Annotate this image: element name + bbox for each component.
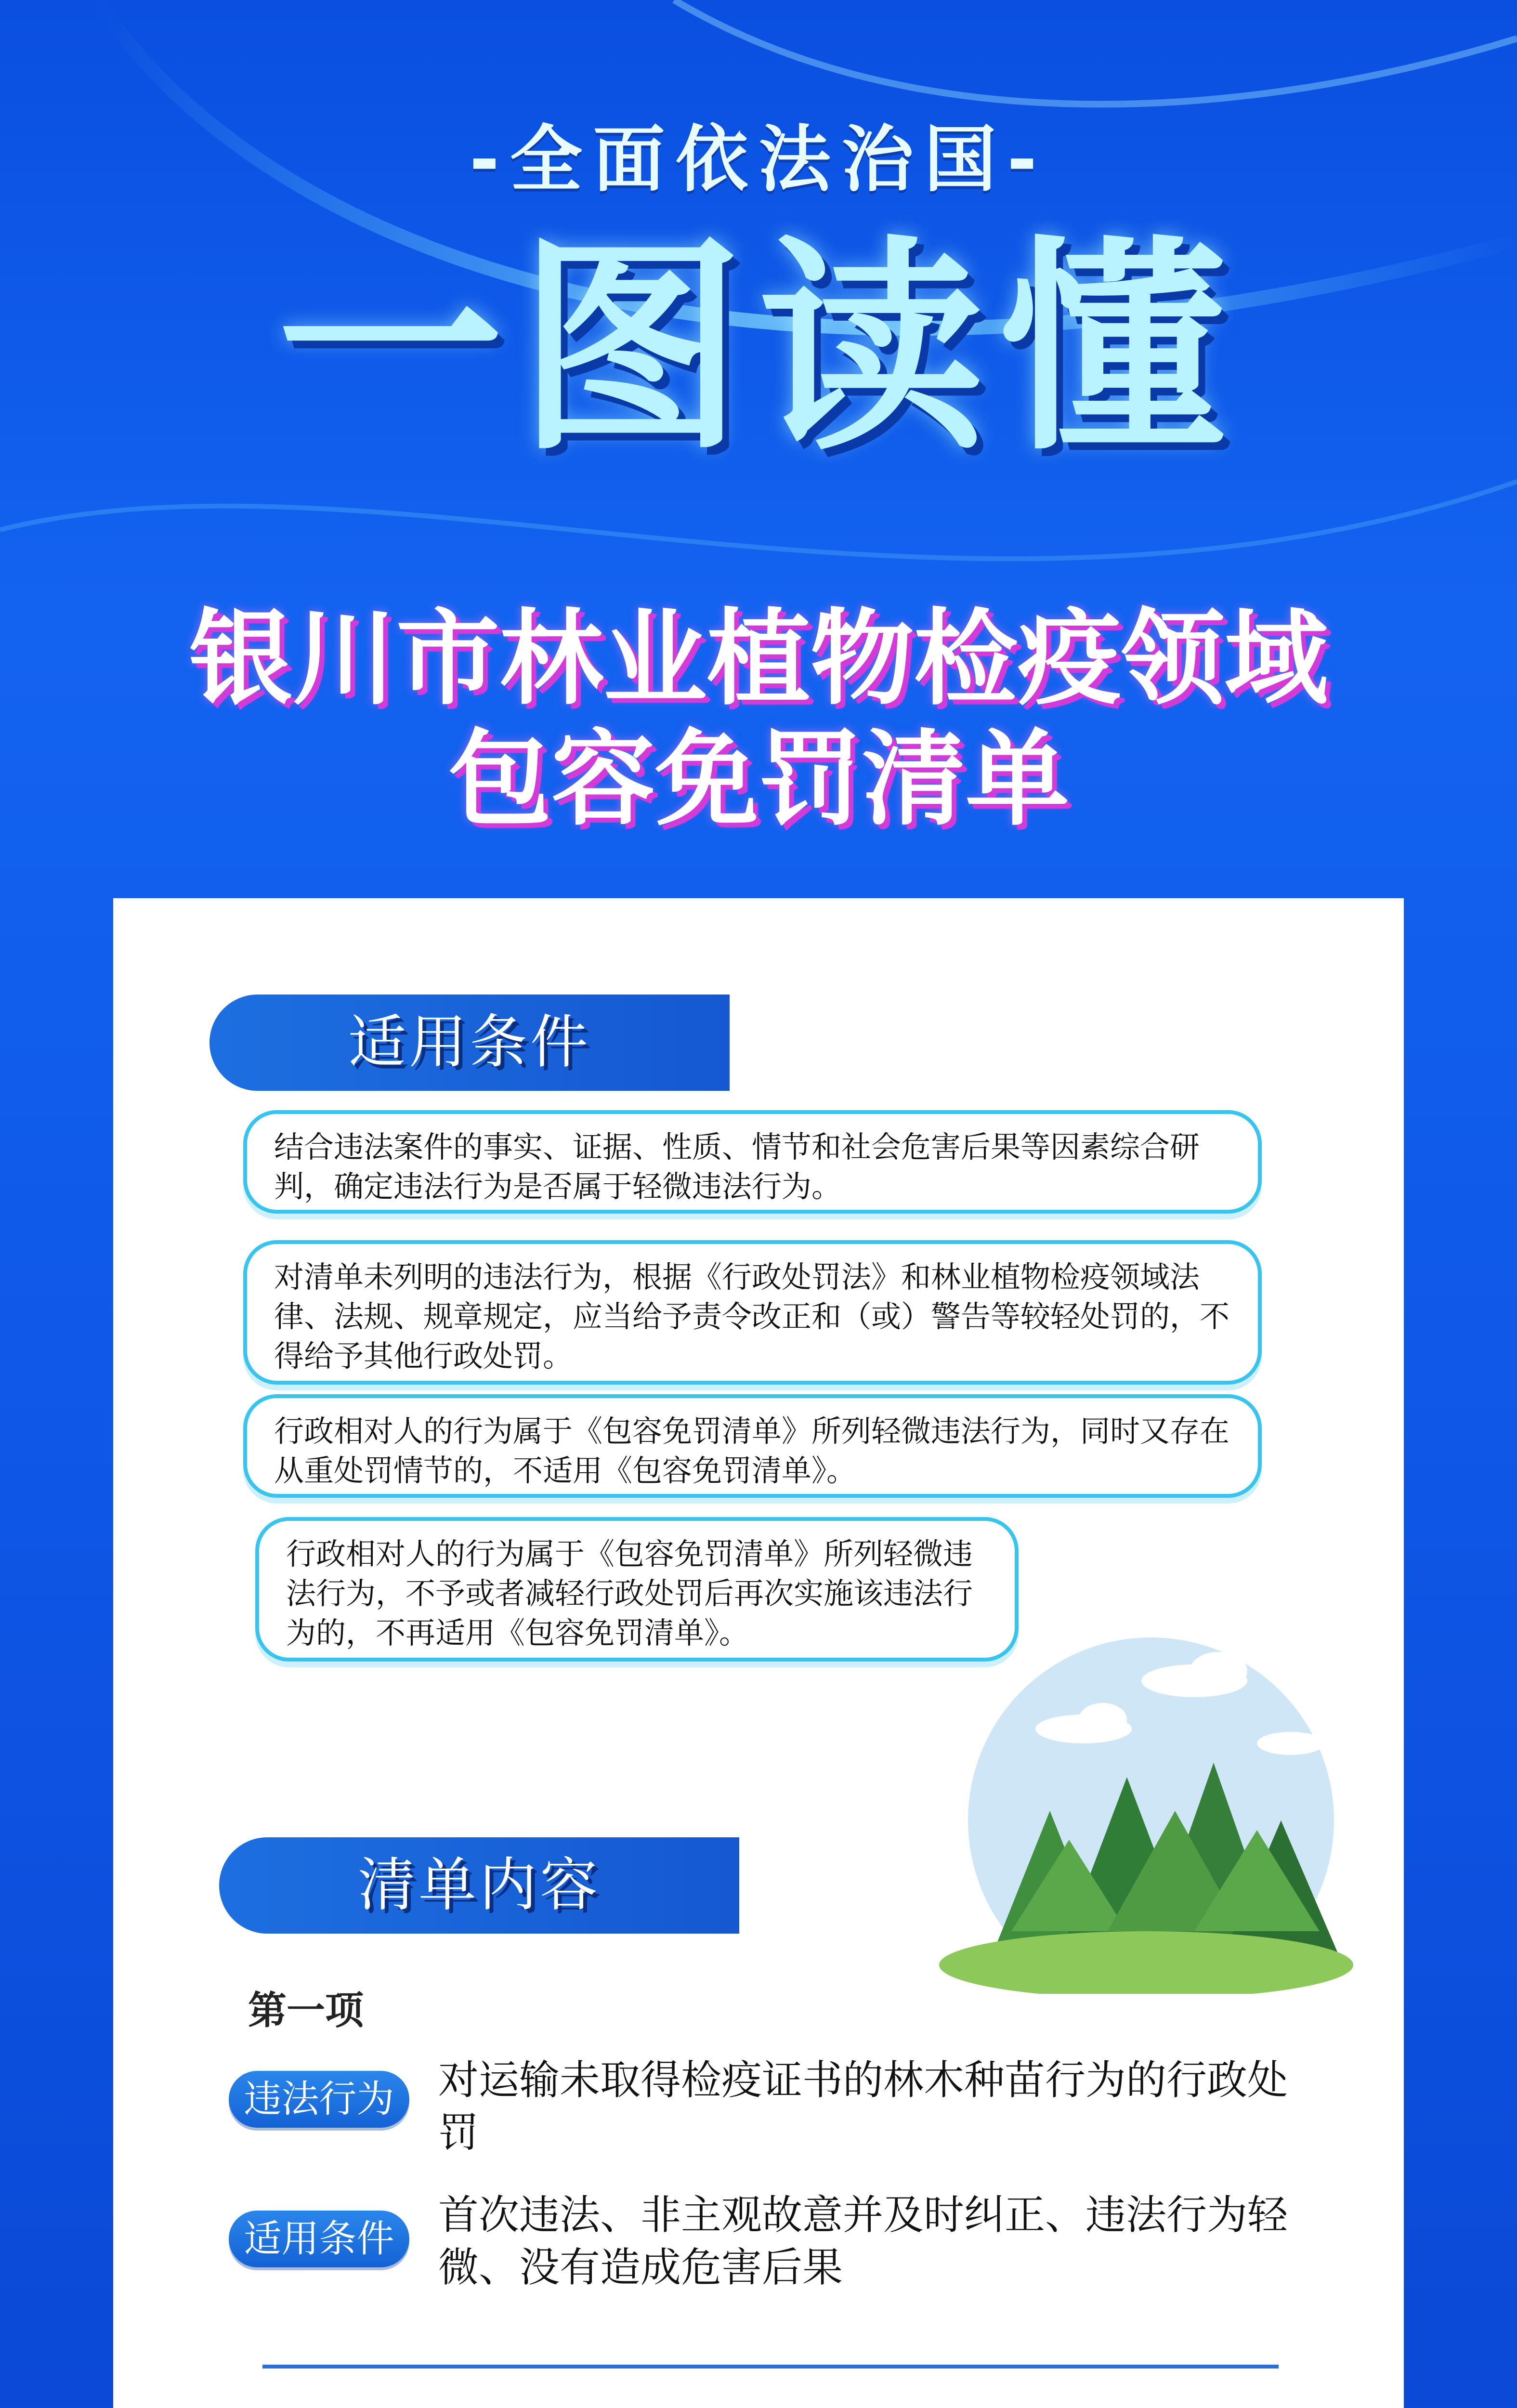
- item-1-title: 第一项: [248, 1988, 364, 2033]
- condition-bubble-3: 行政相对人的行为属于《包容免罚清单》所列轻微违法行为，同时又存在从重处罚情节的，不适用《包容免罚清单》。: [243, 1394, 1262, 1498]
- forest-illustration-icon: [925, 1618, 1368, 1994]
- section-tab-contents: 清单内容: [219, 1837, 739, 1934]
- item-1-condition-label: 适用条件: [229, 2211, 409, 2267]
- item-1-violation-label: 违法行为: [229, 2071, 409, 2128]
- subtitle: -全面依法治国-: [469, 118, 1048, 202]
- condition-bubble-2: 对清单未列明的违法行为，根据《行政处罚法》和林业植物检疫领域法律、法规、规章规定，应当给予责令改正和（或）警告等较轻处罚的，不得给予其他行政处罚。: [243, 1240, 1262, 1385]
- condition-bubble-4: 行政相对人的行为属于《包容免罚清单》所列轻微违法行为，不予或者减轻行政处罚后再次实施该违法行为的，不再适用《包容免罚清单》。: [255, 1517, 1019, 1662]
- big-title: 一图读懂: [277, 217, 1240, 481]
- item-1-condition-text: 首次违法、非主观故意并及时纠正、违法行为轻微、没有造成危害后果: [438, 2191, 1288, 2291]
- item-1-violation-text: 对运输未取得检疫证书的林木种苗行为的行政处罚: [438, 2056, 1288, 2157]
- main-title-line2: 包容免罚清单: [448, 719, 1069, 839]
- section-tab-conditions: 适用条件: [209, 995, 730, 1091]
- item-divider: [262, 2365, 1279, 2369]
- condition-bubble-1: 结合违法案件的事实、证据、性质、情节和社会危害后果等因素综合研判，确定违法行为是否属于轻微违法行为。: [243, 1110, 1262, 1214]
- main-title-line1: 银川市林业植物检疫领域: [189, 598, 1328, 719]
